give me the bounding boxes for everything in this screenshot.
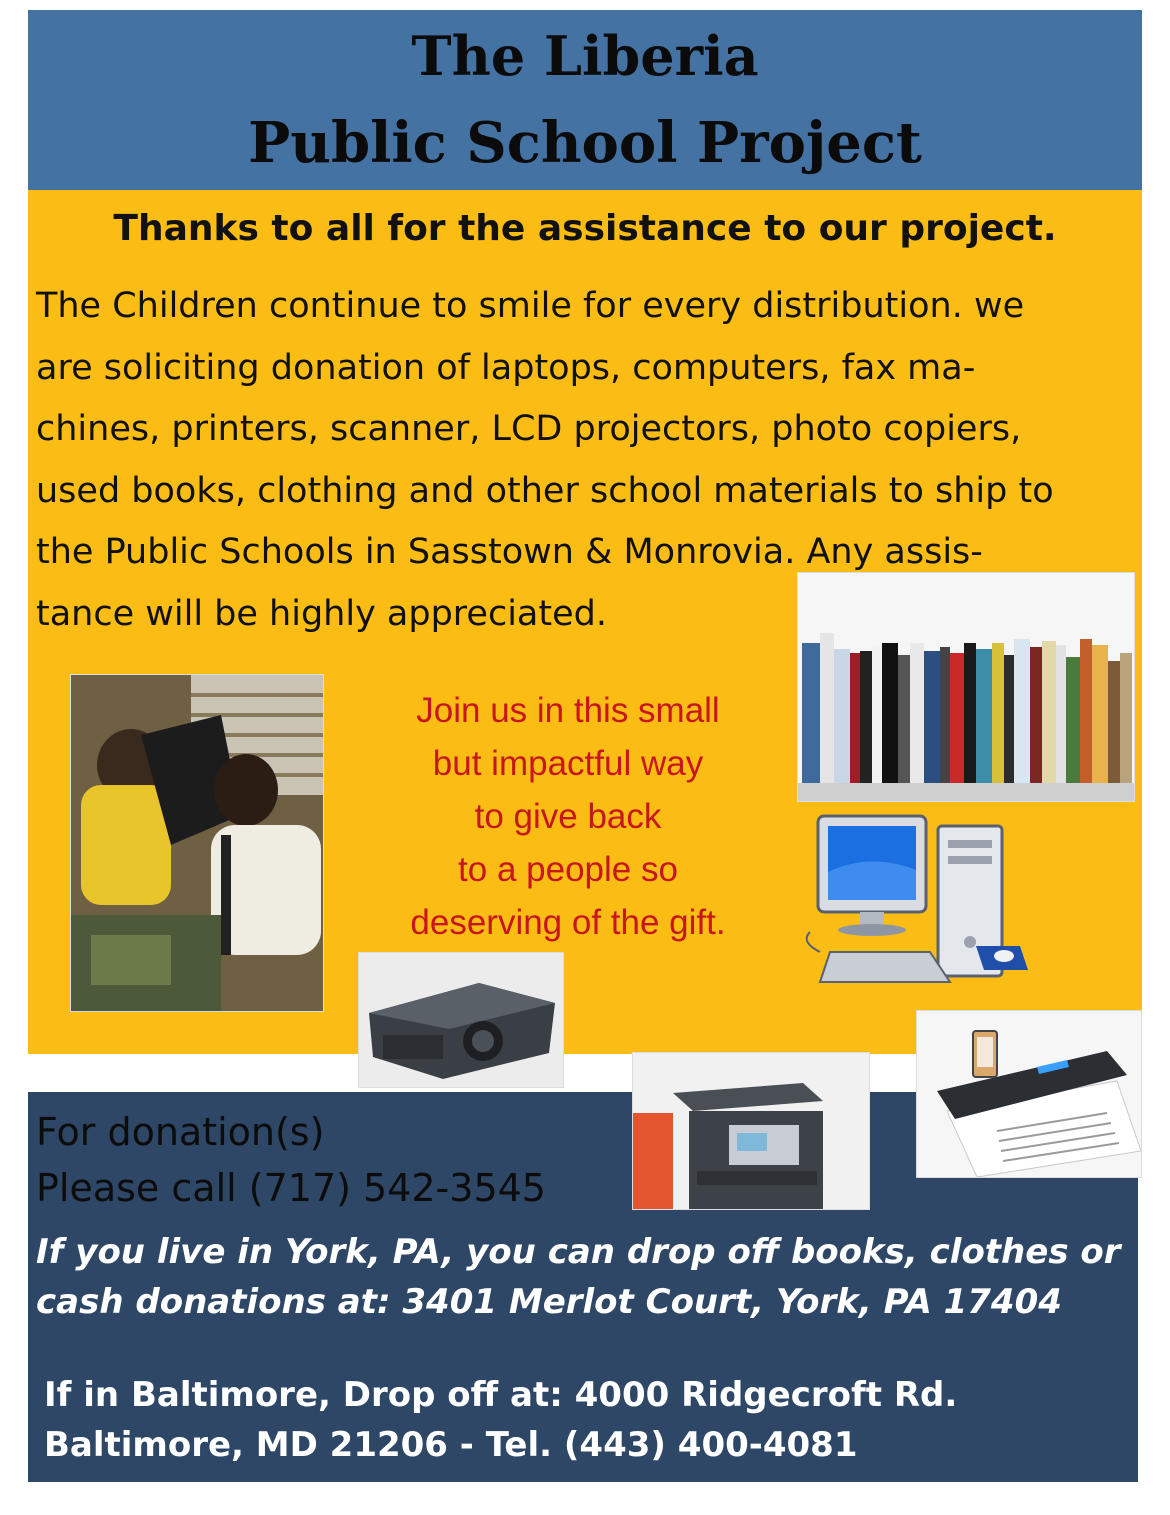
books-photo-art [798,573,1134,801]
paragraph-line: used books, clothing and other school materials to ship to [36,470,1054,511]
join-us-message [378,684,758,949]
copier-photo [632,1052,870,1210]
copier-photo-art [633,1053,869,1209]
thanks-heading: Thanks to all for the assistance to our project. [113,208,1057,249]
children-photo-art [71,675,323,1011]
paragraph-line: are soliciting donation of laptops, computers, fax ma- [36,347,976,388]
computer-clipart-art [800,812,1030,990]
donation-heading: For donation(s) [36,1110,325,1154]
computer-clipart [800,812,1030,990]
donation-phone: Please call (717) 542-3545 [36,1166,546,1210]
join-line: to a people so [458,850,678,889]
books-photo [797,572,1135,802]
header-banner [28,10,1142,190]
projector-photo-art [359,953,563,1087]
paragraph-line: chines, printers, scanner, LCD projectors, photo copiers, [36,409,1022,449]
join-line: but impactful way [432,744,704,783]
children-photo [70,674,324,1012]
scanner-photo [916,1010,1142,1178]
paragraph-line: tance will be highly appreciated. [36,593,607,634]
join-line: deserving of the gift. [410,903,726,942]
scanner-photo-art [917,1011,1141,1177]
join-line: to give back [474,797,662,836]
title-line-1: The Liberia [411,24,759,88]
paragraph-line: The Children continue to smile for every distribution. we [36,286,1025,326]
baltimore-dropoff-line-1: If in Baltimore, Drop off at: 4000 Ridgecroft Rd. [44,1375,958,1415]
york-dropoff-line-2: cash donations at: 3401 Merlot Court, York, PA 17404 [36,1282,1062,1322]
paragraph-line: the Public Schools in Sasstown & Monrovia. Any assis- [36,532,983,572]
york-dropoff-line-1: If you live in York, PA, you can drop off books, clothes or [36,1232,1121,1272]
projector-photo [358,952,564,1088]
title-line-2: Public School Project [248,110,922,176]
join-line: Join us in this small [416,691,720,730]
baltimore-dropoff-line-2: Baltimore, MD 21206 - Tel. (443) 400-4081 [44,1425,858,1465]
